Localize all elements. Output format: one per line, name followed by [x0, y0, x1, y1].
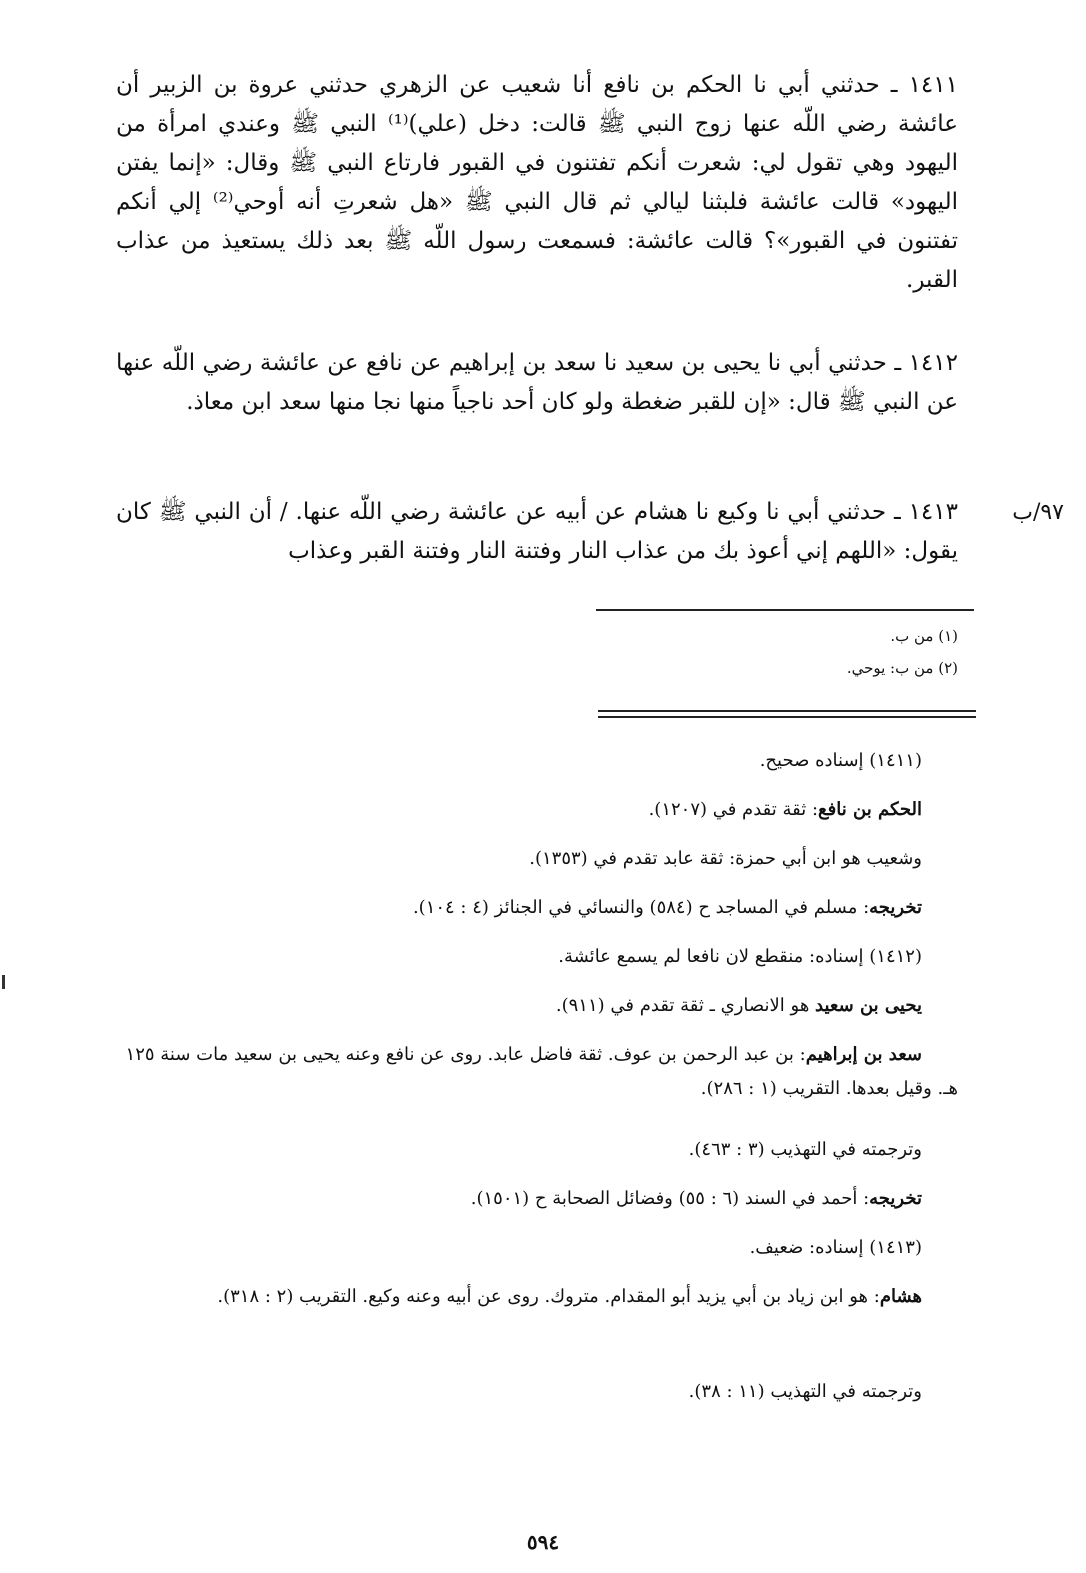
note-label: يحيى بن سعيد: [815, 995, 922, 1016]
footnote-divider: [596, 609, 974, 611]
note-1412-isnad: (١٤١٢) إسناده: منقطع لان نافعا لم يسمع عائشة.: [558, 946, 922, 967]
scan-artifact: [2, 975, 5, 989]
notes-divider-upper: [598, 710, 976, 712]
page-number: ٥٩٤: [526, 1530, 560, 1554]
note-1411-isnad: (١٤١١) إسناده صحيح.: [759, 750, 922, 771]
note-1413-isnad: (١٤١٣) إسناده: ضعيف.: [749, 1237, 922, 1258]
note-label: هشام: [879, 1286, 922, 1307]
note-takhrij-1412: تخريجه: أحمد في السند (٦ : ٥٥) وفضائل الصحابة ح (١٥٠١).: [470, 1188, 922, 1209]
note-label: تخريجه: [869, 1188, 922, 1209]
note-tahdhib-hisham: وترجمته في التهذيب (١١ : ٣٨).: [688, 1381, 922, 1402]
hadith-1412: ١٤١٢ ـ حدثني أبي نا يحيى بن سعيد نا سعد بن إبراهيم عن نافع عن عائشة رضي اللّه عنها عن النبي ﷺ قال: «إن للقبر ضغطة ولو كان أحد ناجياً منها نجا منها سعد ابن معاذ.: [116, 350, 958, 415]
hadith-1413: ١٤١٣ ـ حدثني أبي نا وكيع نا هشام عن أبيه عن عائشة رضي اللّه عنها. / أن النبي ﷺ كان يقول: «اللهم إني أعوذ بك من عذاب النار وفتنة النار وفتنة القبر وعذاب: [116, 499, 958, 564]
manuscript-folio-marker: ٩٧/ب: [1012, 500, 1064, 525]
note-narrator-yahya: يحيى بن سعيد هو الانصاري ـ ثقة تقدم في (٩١١).: [555, 995, 922, 1016]
note-tahdhib-saad: وترجمته في التهذيب (٣ : ٤٦٣).: [688, 1139, 922, 1160]
note-narrator-saad: سعد بن إبراهيم: بن عبد الرحمن بن عوف. ثقة فاضل عابد. روى عن نافع وعنه يحيى بن سعيد مات سنة ١٢٥ هـ. وقيل بعدها. التقريب (١ : ٢٨٦).: [125, 1044, 958, 1099]
notes-divider-lower: [598, 716, 976, 718]
note-label: تخريجه: [869, 897, 922, 918]
hadith-1411: ١٤١١ ـ حدثني أبي نا الحكم بن نافع أنا شعيب عن الزهري حدثني عروة بن الزبير أن عائشة رضي اللّه عنها زوج النبي ﷺ قالت: دخل (علي)⁽¹⁾ النبي ﷺ وعندي امرأة من اليهود وهي تقول لي: شعرت أنكم تفتنون في القبور فارتاع النبي ﷺ وقال: «إنما يفتن اليهود» قالت عائشة فلبثنا ليالي ثم قال النبي ﷺ «هل شعرتِ أنه أوحي⁽²⁾ إلي أنكم تفتنون في القبور»؟ قالت عائشة: فسمعت رسول اللّه ﷺ بعد ذلك يستعيذ من عذاب القبر.: [116, 72, 958, 293]
note-narrator-hakam: الحكم بن نافع: ثقة تقدم في (١٢٠٧).: [648, 799, 922, 820]
note-label: الحكم بن نافع: [818, 799, 922, 820]
note-narrator-hisham: هشام: هو ابن زياد بن أبي يزيد أبو المقدام. متروك. روى عن أبيه وعنه وكيع. التقريب (٢ : ٣١٨).: [217, 1286, 922, 1307]
note-narrator-shuayb: وشعيب هو ابن أبي حمزة: ثقة عابد تقدم في (١٣٥٣).: [529, 848, 922, 869]
footnote-1: (١) من ب.: [890, 627, 958, 645]
footnote-2: (٢) من ب: يوحي.: [846, 659, 958, 677]
note-takhrij-1411: تخريجه: مسلم في المساجد ح (٥٨٤) والنسائي في الجنائز (٤ : ١٠٤).: [412, 897, 922, 918]
note-label: سعد بن إبراهيم: [805, 1044, 922, 1065]
